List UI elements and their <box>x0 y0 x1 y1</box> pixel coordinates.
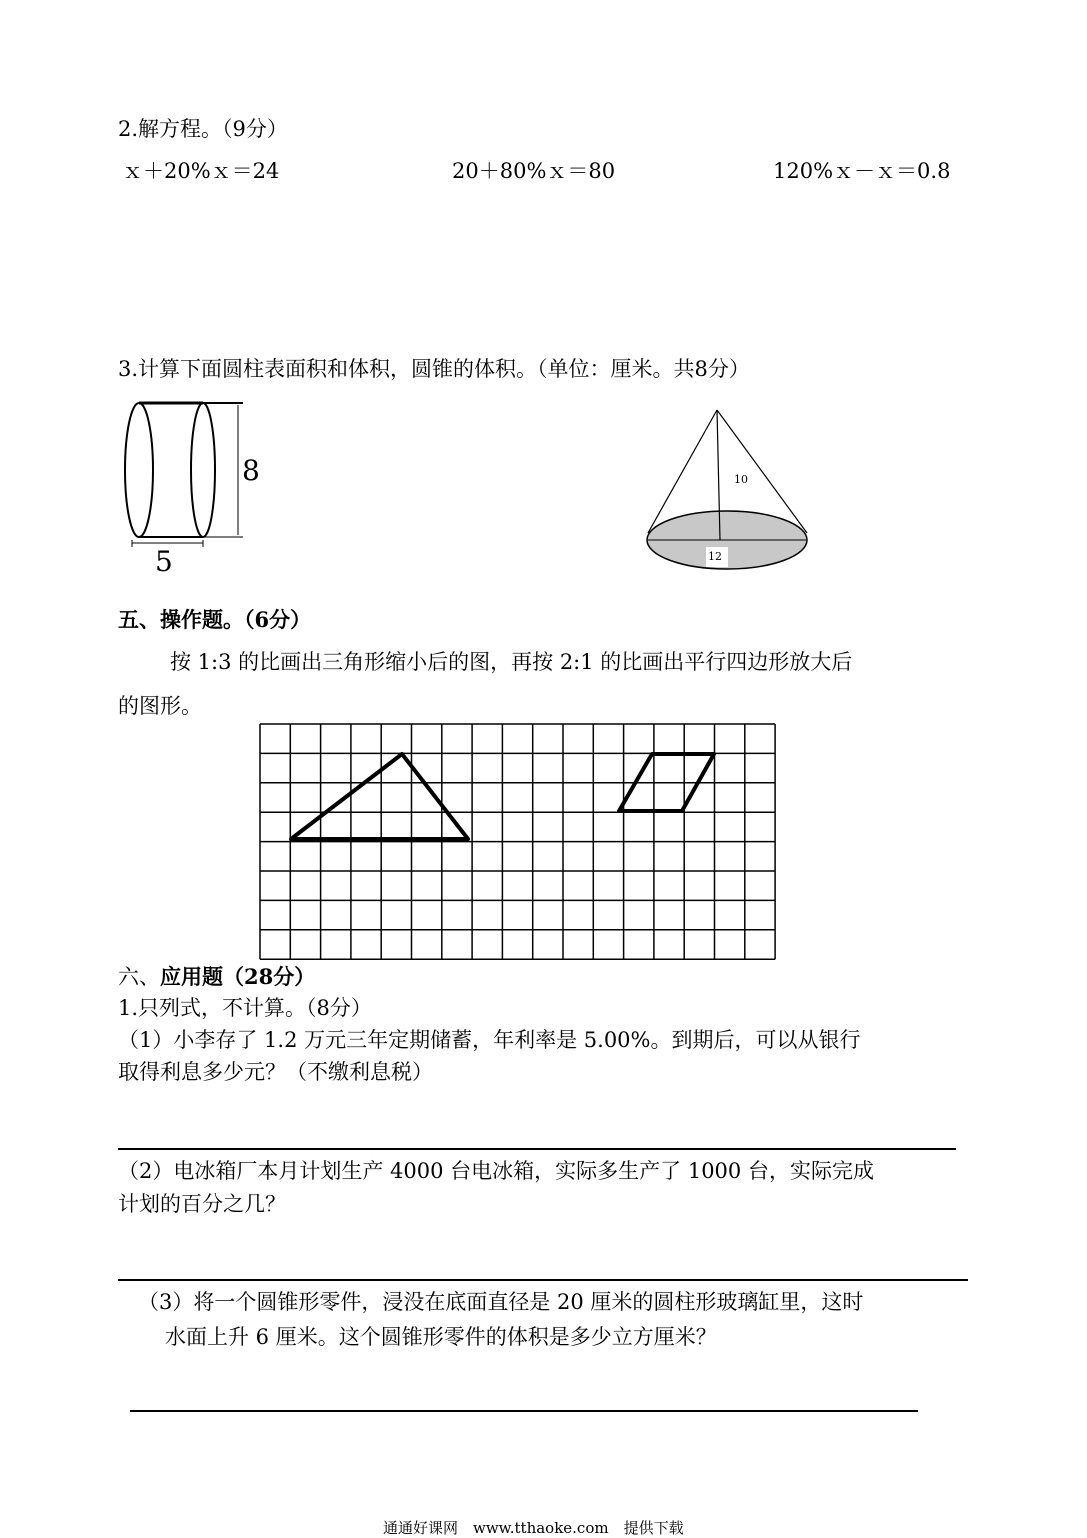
grid-lines <box>260 724 775 959</box>
section6-title-prefix: 六、 <box>118 965 160 989</box>
cylinder-figure <box>110 395 280 580</box>
q2-line-2: 计划的百分之几？ <box>118 1192 286 1216</box>
section6-title-bold: 应用题（28分） <box>160 964 316 989</box>
section5-instruction-1: 按 1:3 的比画出三角形缩小后的图，再按 2:1 的比画出平行四边形放大后 <box>170 650 853 674</box>
answer-line-1 <box>118 1148 956 1150</box>
cylinder-diameter-label: 5 <box>155 545 173 578</box>
cone-figure <box>640 400 820 575</box>
section5-title: 五、操作题。（6分） <box>118 607 312 632</box>
section3-title: 3.计算下面圆柱表面积和体积，圆锥的体积。（单位：厘米。共8分） <box>118 357 750 381</box>
section5-instruction-2: 的图形。 <box>118 694 202 718</box>
cone-diameter-label: 12 <box>708 550 722 563</box>
cylinder-height-label: 8 <box>242 454 260 487</box>
q1-line-2: 取得利息多少元？（不缴利息税） <box>118 1060 433 1084</box>
grid-figure <box>258 722 778 962</box>
section6-title <box>118 966 315 988</box>
answer-line-2 <box>118 1279 968 1281</box>
answer-line-3 <box>130 1410 918 1412</box>
q2-line-1: （2）电冰箱厂本月计划生产 4000 台电冰箱，实际多生产了 1000 台，实际完成 <box>118 1159 874 1183</box>
equation-1: ｘ＋20%ｘ＝24 <box>122 159 280 183</box>
footer-text: 通通好课网 www.tthaoke.com 提供下载 <box>383 1519 684 1537</box>
section2-title: 2.解方程。（9分） <box>118 117 288 141</box>
equation-2: 20＋80%ｘ＝80 <box>452 159 616 183</box>
q3-line-1: （3）将一个圆锥形零件，浸没在底面直径是 20 厘米的圆柱形玻璃缸里，这时 <box>138 1290 864 1314</box>
equation-3: 120%ｘ－ｘ＝0.8 <box>773 159 951 183</box>
q1-line-1: （1）小李存了 1.2 万元三年定期储蓄，年利率是 5.00%。到期后，可以从银行 <box>118 1028 861 1052</box>
cone-height-label: 10 <box>734 473 748 486</box>
section6-sub1: 1.只列式，不计算。（8分） <box>118 996 372 1020</box>
q3-line-2: 水面上升 6 厘米。这个圆锥形零件的体积是多少立方厘米？ <box>165 1325 717 1349</box>
